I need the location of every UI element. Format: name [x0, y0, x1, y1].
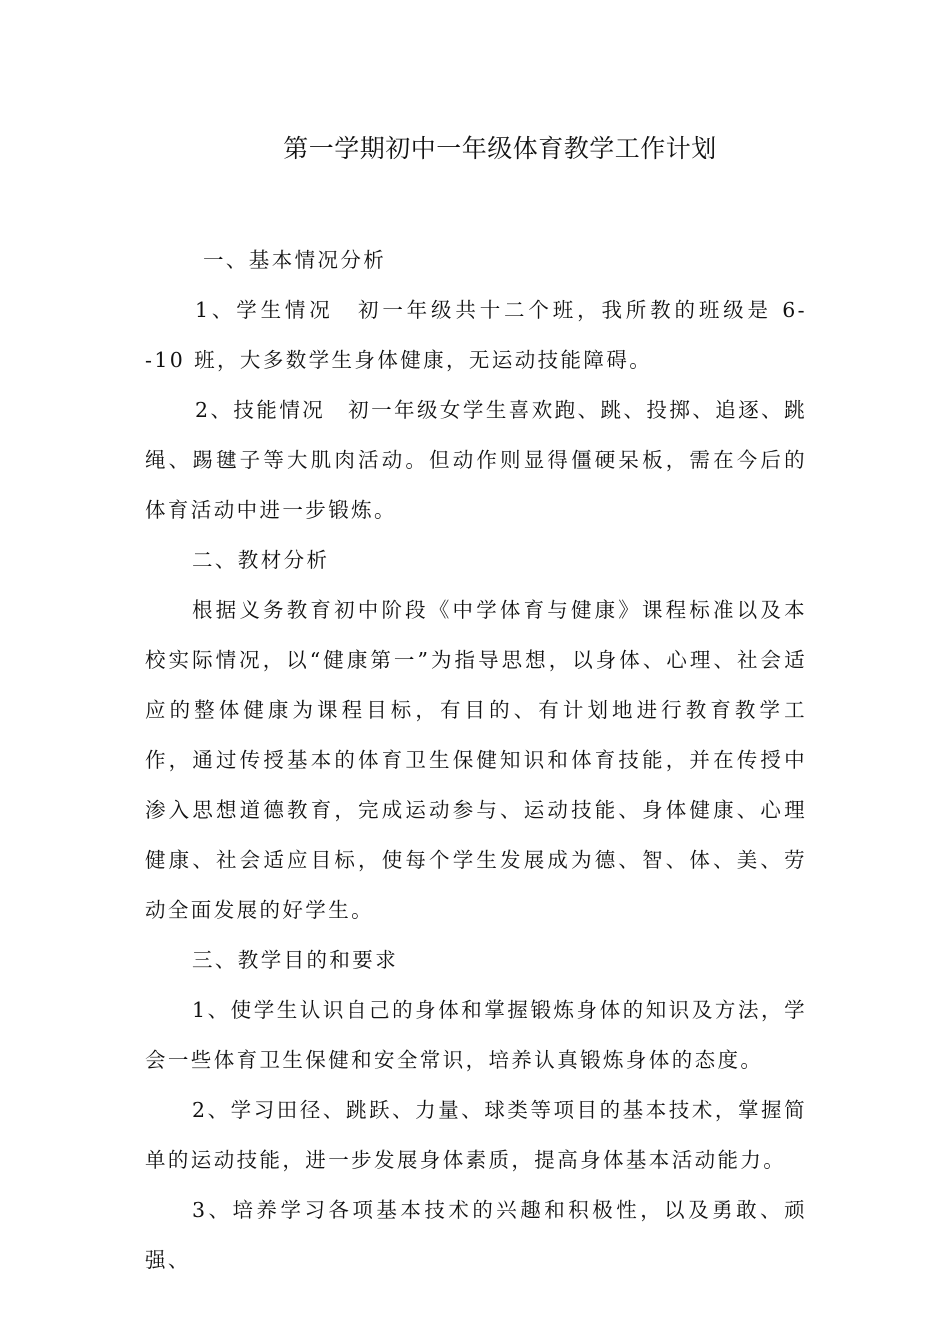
section-heading-teaching-goals: 三、教学目的和要求 [192, 948, 399, 972]
paragraph-goal-1: 1、使学生认识自己的身体和掌握锻炼身体的知识及方法，学会一些体育卫生保健和安全常识，培养认真锻炼身体的态度。 [145, 998, 807, 1072]
section-heading-textbook-analysis: 二、教材分析 [192, 548, 330, 572]
section-heading-basic-situation: 一、基本情况分析 [203, 248, 387, 272]
paragraph-textbook-analysis: 根据义务教育初中阶段《中学体育与健康》课程标准以及本校实际情况，以“健康第一”为指导思想，以身体、心理、社会适应的整体健康为课程目标，有目的、有计划地进行教育教学工作，通过传授基本的体育卫生保健知识和体育技能，并在传授中渗入思想道德教育，完成运动参与、运动技能、身体健康、心理健康、社会适应目标，使每个学生发展成为德、智、体、美、劳动全面发展的好学生。 [145, 598, 807, 922]
document-body [145, 235, 807, 1285]
paragraph-goal-3: 3、培养学习各项基本技术的兴趣和积极性，以及勇敢、顽强、 [145, 1198, 807, 1272]
paragraph-goal-2: 2、学习田径、跳跃、力量、球类等项目的基本技术，掌握简单的运动技能，进一步发展身体素质，提高身体基本活动能力。 [145, 1098, 807, 1172]
paragraph-student-situation: 1、学生情况 初一年级共十二个班，我所教的班级是 6--10 班，大多数学生身体健康，无运动技能障碍。 [145, 298, 807, 372]
document-title: 第一学期初中一年级体育教学工作计划 [283, 134, 717, 163]
paragraph-skill-situation: 2、技能情况 初一年级女学生喜欢跑、跳、投掷、追逐、跳绳、踢毽子等大肌肉活动。但动作则显得僵硬呆板，需在今后的体育活动中进一步锻炼。 [145, 398, 807, 522]
